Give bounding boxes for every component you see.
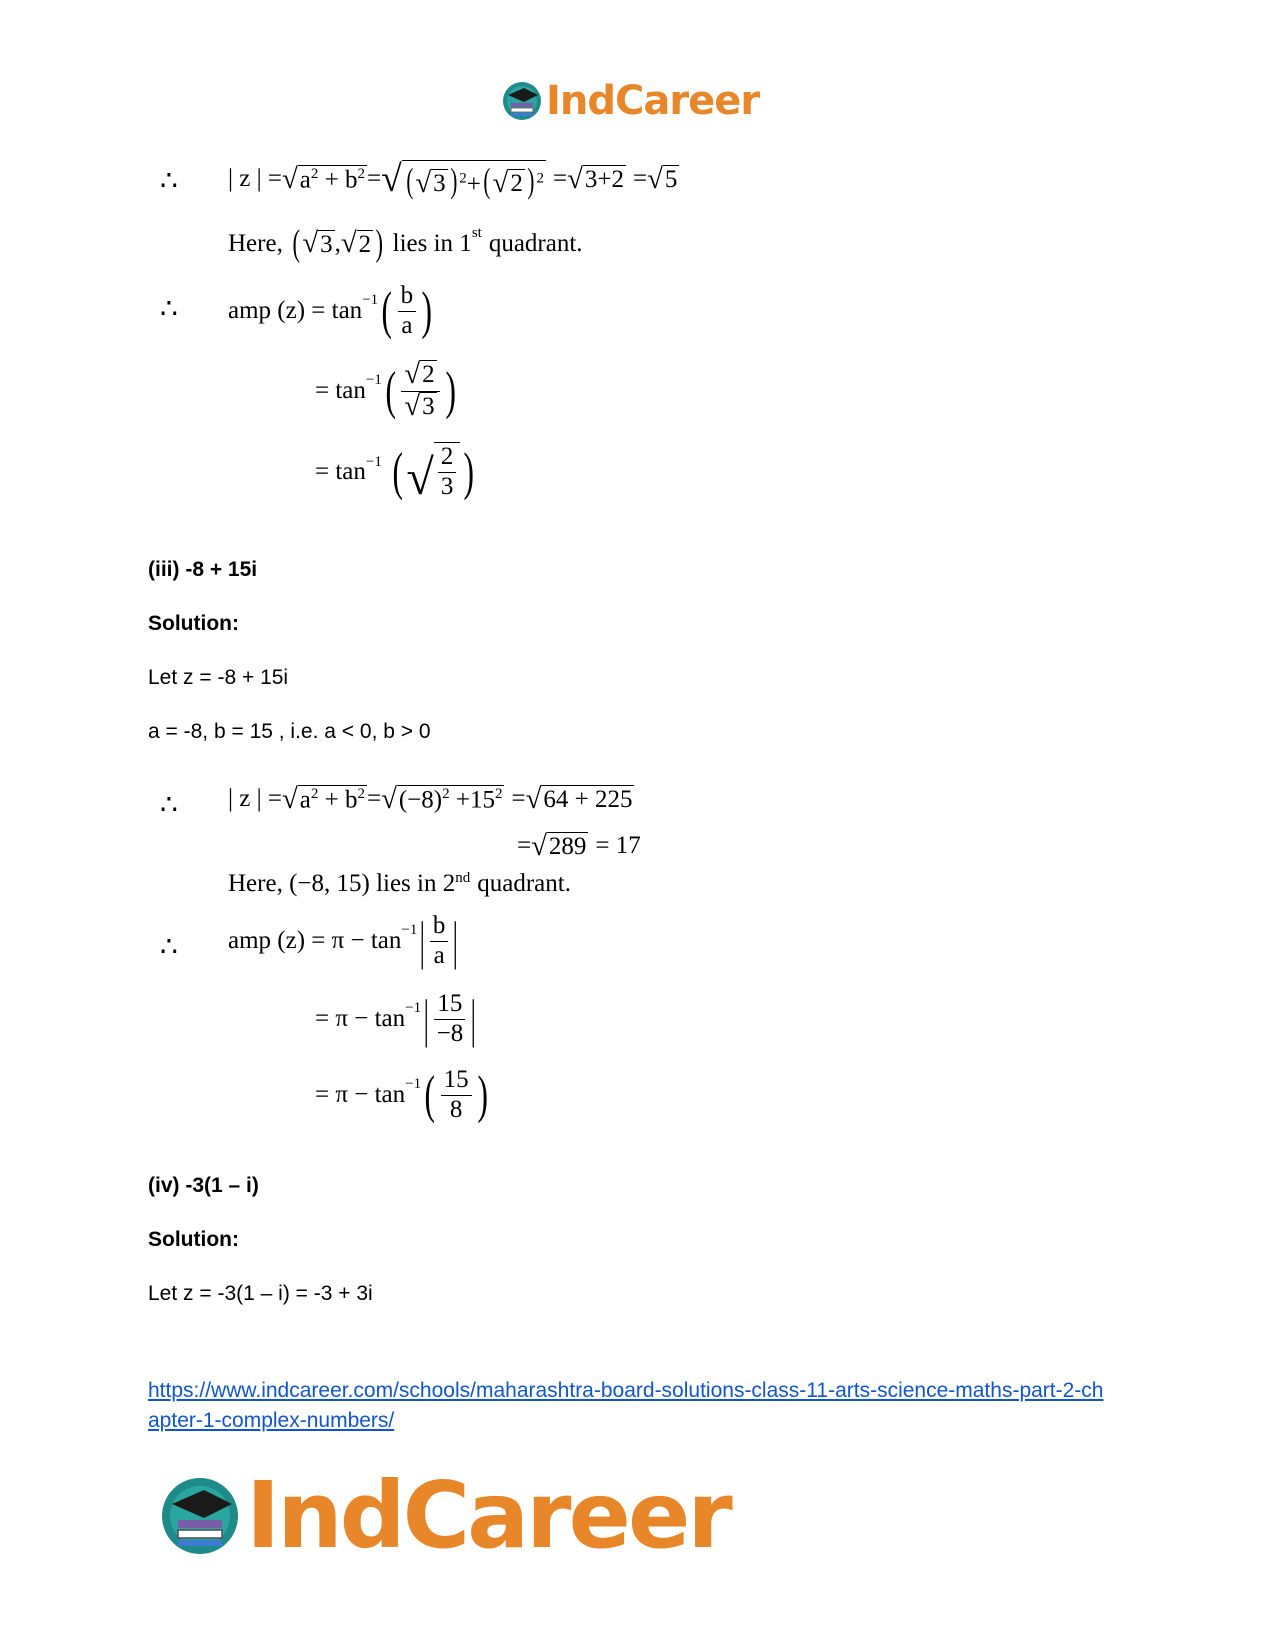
- source-url-link[interactable]: https://www.indcareer.com/schools/maharashtra-board-solutions-class-11-arts-science-maths-part-2-chapter-1-complex-numbers/: [148, 1379, 1104, 1432]
- sqrt-3plus2: √ 3+2: [567, 162, 624, 195]
- part-iii-heading: (iii) -8 + 15i: [148, 558, 258, 581]
- amp-equation-1: amp (z) = tan $^{-1}$ ( $\frac{b}{a}$ ): [228, 282, 433, 340]
- sqrt-expanded: √ ( √ 3 ) $^2$+( √ 2 ) $^2$: [381, 159, 544, 200]
- amp-equation-iii-1: amp (z) = π − tan $^{-1}$ | $\frac{b}{a}$ |: [228, 912, 459, 970]
- therefore-symbol-3: ∴: [160, 790, 178, 821]
- sqrt-289-line: = √ 289 = 17: [517, 830, 641, 862]
- graduation-cap-book-icon: [502, 81, 542, 121]
- part-iv-solution-label: Solution:: [148, 1228, 239, 1251]
- quadrant-line-iii: Here, (−8, 15) lies in 2 $^{nd}$ quadrant.: [228, 870, 571, 897]
- brand-name-footer: IndCareer: [246, 1462, 730, 1569]
- part-iv-heading: (iv) -3(1 – i): [148, 1174, 259, 1197]
- part-iv-let-line: Let z = -3(1 – i) = -3 + 3i: [148, 1282, 373, 1305]
- part-iii-let-line: Let z = -8 + 15i: [148, 666, 289, 689]
- sqrt-a2b2: √ $a^2 + b^2$: [281, 162, 365, 195]
- modulus-equation-ii: | z | = √ $a^2 + b^2$ = √ ( √ 3 ) $^2$+( √ 2 ) $^2$ = √ 3+2 = √ 5: [228, 159, 678, 200]
- part-iii-ab-line: a = -8, b = 15 , i.e. a < 0, b > 0: [148, 720, 431, 743]
- amp-equation-2: = tan $^{-1}$ ( √ 2 √ 3 ): [315, 358, 456, 422]
- amp-equation-iii-2: = π − tan $^{-1}$ | $\frac{15}{-8}$ |: [315, 990, 477, 1048]
- therefore-symbol: ∴: [160, 166, 178, 197]
- therefore-symbol-2: ∴: [160, 294, 178, 325]
- quadrant-line-ii: Here, ( √ 3 , √ 2 ) lies in 1 $^{st}$ quadrant.: [228, 223, 583, 264]
- graduation-cap-book-icon: [160, 1476, 240, 1556]
- sqrt-5: √ 5: [647, 162, 678, 195]
- brand-name: IndCareer: [546, 78, 760, 124]
- modulus-equation-iii: | z | = √ $a^2 + b^2$ = √ $(-8)^2 +15^2$ = √ 64 + 225: [228, 783, 633, 816]
- footer-logo: [160, 1462, 730, 1569]
- modulus-lhs: | z | =: [228, 165, 282, 193]
- amp-equation-3: = tan $^{-1}$ ( √ $\frac{2}{3}$ ): [315, 442, 475, 505]
- part-iii-solution-label: Solution:: [148, 612, 239, 635]
- therefore-symbol-4: ∴: [160, 932, 178, 963]
- amp-equation-iii-3: = π − tan $^{-1}$ ( $\frac{15}{8}$ ): [315, 1066, 488, 1124]
- header-logo: [502, 78, 759, 124]
